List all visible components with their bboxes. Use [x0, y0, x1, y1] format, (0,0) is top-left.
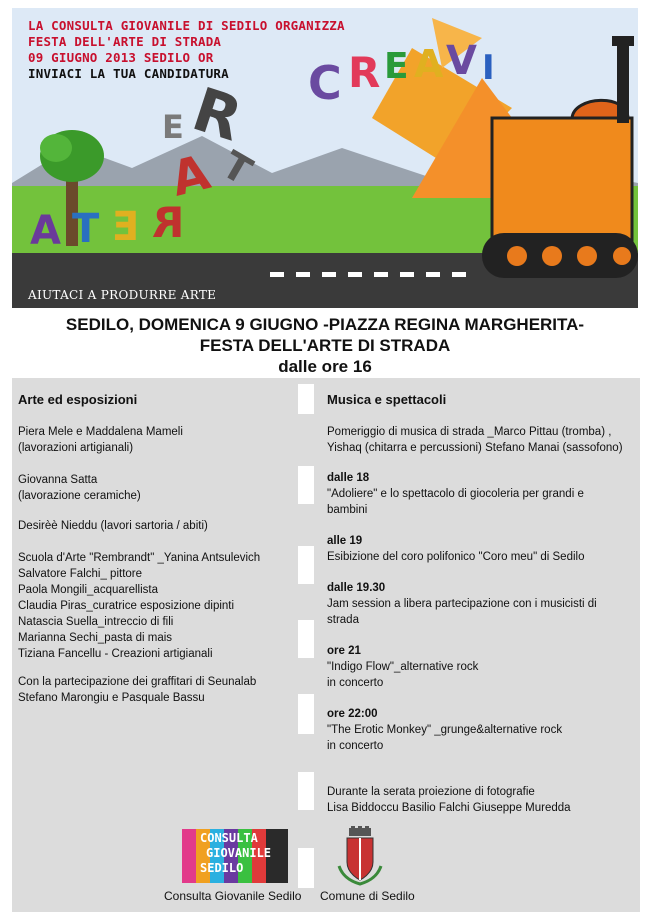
- comune-crest-icon: [335, 826, 385, 886]
- letter-t: T: [214, 142, 260, 194]
- divider-segment: [298, 620, 314, 658]
- event-time: ore 22:00: [327, 708, 378, 720]
- divider-segment: [298, 466, 314, 504]
- promo-line-1: LA CONSULTA GIOVANILE DI SEDILO ORGANIZZA: [28, 18, 345, 33]
- headline-event: FESTA DELL'ARTE DI STRADA: [199, 336, 451, 355]
- letter-e2: E: [384, 46, 409, 87]
- event-desc: in concerto: [327, 740, 384, 752]
- event-time: dalle 18: [327, 472, 370, 484]
- letter-c: C: [308, 56, 342, 110]
- letter-a3: A: [30, 208, 61, 254]
- arte-line: Paola Mongili_acquarellista: [18, 584, 158, 596]
- arte-line: Marianna Sechi_pasta di mais: [18, 632, 173, 644]
- arte-line: (lavorazione ceramiche): [18, 490, 141, 502]
- divider-segment: [298, 772, 314, 810]
- comune-caption: Comune di Sedilo: [320, 889, 415, 903]
- divider-segment: [298, 546, 314, 584]
- letter-r: R: [184, 74, 250, 156]
- event-21: [327, 643, 478, 691]
- divider-segment: [298, 384, 314, 414]
- arte-list: [18, 424, 260, 706]
- event-time: dalle 19.30: [327, 582, 386, 594]
- letter-r2: R: [348, 48, 381, 97]
- arte-line: Natascia Suella_intreccio di fili: [18, 616, 174, 628]
- arte-line: Piera Mele e Maddalena Mameli: [18, 426, 183, 438]
- arte-line: Scuola d'Arte "Rembrandt" _Yanina Antsulevich: [18, 552, 261, 564]
- letter-i: I: [482, 48, 495, 88]
- event-desc: bambini: [327, 504, 368, 516]
- arte-line: Claudia Piras_curatrice esposizione dipinti: [18, 600, 235, 612]
- promo-text: [28, 18, 345, 82]
- consulta-caption: Consulta Giovanile Sedilo: [164, 889, 302, 903]
- arte-line: (lavorazioni artigianali): [18, 442, 134, 454]
- arte-line: Desirèè Nieddu (lavori sartoria / abiti): [18, 520, 208, 532]
- letter-e3: E: [112, 204, 140, 250]
- promo-line-2: FESTA DELL'ARTE DI STRADA: [28, 34, 222, 49]
- event-desc: "The Erotic Monkey" _grunge&alternative rock: [327, 724, 563, 736]
- event-desc: Jam session a libera partecipazione con i musicisti di: [327, 598, 597, 610]
- consulta-logo-text: [200, 831, 271, 876]
- musica-line: Pomeriggio di musica di strada _Marco Pittau (tromba) ,: [327, 426, 612, 438]
- divider-segment: [298, 848, 314, 888]
- musica-line: Yishaq (chitarra e percussioni) Stefano Manai (sassofono): [327, 442, 623, 454]
- musica-line: Lisa Biddoccu Basilio Falchi Giuseppe Muredda: [327, 802, 571, 814]
- letter-t2: T: [72, 206, 100, 252]
- event-desc: Esibizione del coro polifonico "Coro meu" di Sedilo: [327, 551, 585, 563]
- headline-time: dalle ore 16: [278, 357, 372, 376]
- arte-line: Giovanna Satta: [18, 474, 98, 486]
- musica-outro: [327, 784, 571, 816]
- consulta-logo-line: CONSULTA: [200, 831, 258, 845]
- event-desc: "Indigo Flow"_alternative rock: [327, 661, 479, 673]
- divider-segment: [298, 694, 314, 734]
- event-19: [327, 533, 584, 565]
- consulta-logo-line: SEDILO: [200, 861, 244, 875]
- musica-line: Durante la serata proiezione di fotografie: [327, 786, 535, 798]
- event-time: alle 19: [327, 535, 363, 547]
- letter-a2: A: [414, 42, 444, 86]
- event-desc: in concerto: [327, 677, 384, 689]
- event-1930: [327, 580, 597, 628]
- arte-line: Con la partecipazione dei graffitari di Seunalab: [18, 676, 257, 688]
- arte-line: Salvatore Falchi_ pittore: [18, 568, 143, 580]
- event-desc: "Adoliere" e lo spettacolo di giocoleria per grandi e: [327, 488, 584, 500]
- event-22: [327, 706, 562, 754]
- promo-line-4: INVIACI LA TUA CANDIDATURA: [28, 66, 229, 81]
- event-banner: [12, 8, 638, 308]
- musica-heading: Musica e spettacoli: [327, 392, 447, 407]
- consulta-logo: [182, 829, 288, 883]
- letter-r3: R: [152, 198, 185, 247]
- promo-line-3: 09 GIUGNO 2013 SEDILO OR: [28, 50, 214, 65]
- banner-tagline: AIUTACI A PRODURRE ARTE: [28, 288, 217, 302]
- letter-e: E: [162, 108, 184, 146]
- event-time: ore 21: [327, 645, 361, 657]
- event-18: [327, 470, 584, 518]
- musica-intro: [327, 424, 623, 456]
- arte-line: Tiziana Fancellu - Creazioni artigianali: [18, 648, 213, 660]
- arte-heading: Arte ed esposizioni: [18, 392, 138, 407]
- letter-v: V: [446, 38, 477, 84]
- event-desc: strada: [327, 614, 359, 626]
- headline-location: SEDILO, DOMENICA 9 GIUGNO -PIAZZA REGINA MARGHERITA-: [65, 315, 585, 334]
- arte-line: Stefano Marongiu e Pasquale Bassu: [18, 692, 205, 704]
- consulta-logo-line: GIOVANILE: [206, 846, 272, 860]
- letter-a: A: [165, 144, 216, 208]
